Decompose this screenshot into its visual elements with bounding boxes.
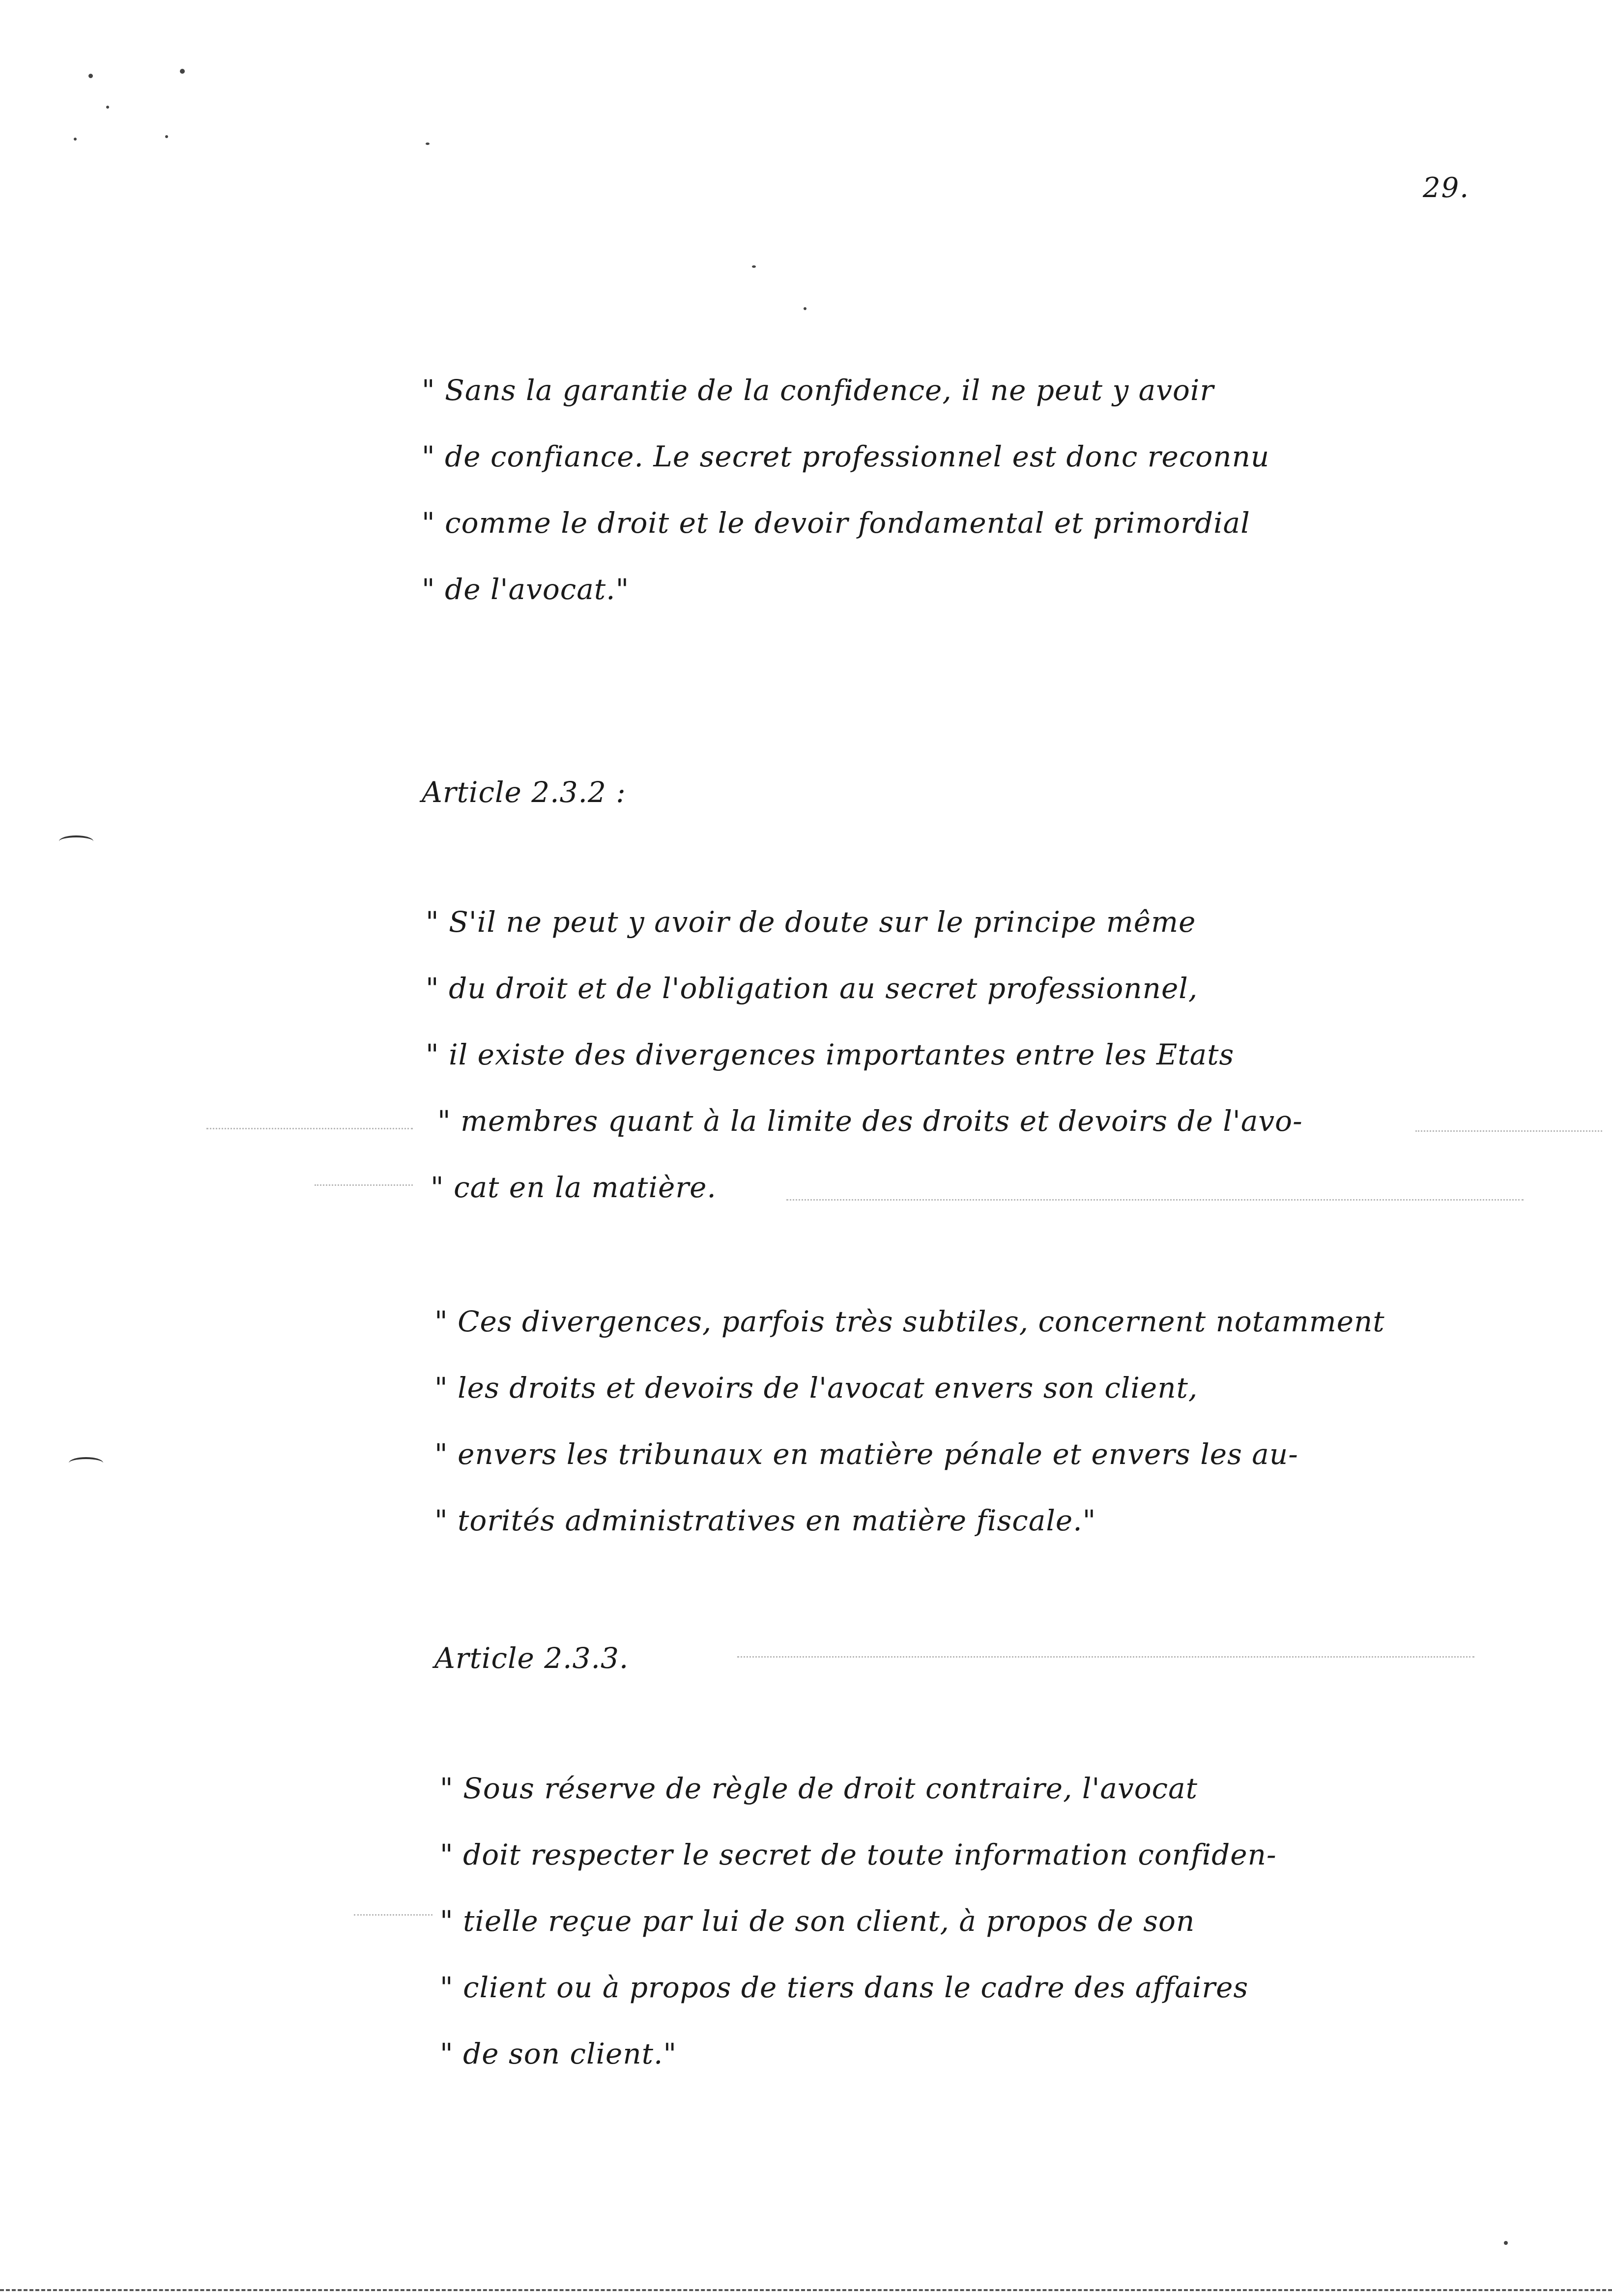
text-line: " Sans la garantie de la confidence, il ne peut y avoir [422, 373, 1214, 407]
margin-mark [69, 1457, 103, 1469]
scan-noise [354, 1914, 432, 1916]
text-line: " cat en la matière. [431, 1171, 717, 1204]
scan-noise [315, 1184, 413, 1186]
text-line: " Ces divergences, parfois très subtiles, concernent notamment [434, 1305, 1385, 1338]
text-line: " tielle reçue par lui de son client, à propos de son [440, 1904, 1195, 1938]
scan-speck [1504, 2241, 1508, 2245]
margin-mark [59, 835, 93, 847]
text-line: " envers les tribunaux en matière pénale et envers les au- [434, 1437, 1298, 1471]
text-line: " Sous réserve de règle de droit contraire, l'avocat [440, 1772, 1198, 1805]
text-line: " de l'avocat." [422, 573, 630, 606]
text-line: " de son client." [440, 2037, 677, 2070]
page-number: 29. [1423, 172, 1470, 204]
scan-speck [752, 265, 756, 268]
article-heading: Article 2.3.3. [434, 1641, 629, 1675]
scan-noise [737, 1656, 1474, 1658]
scan-speck [165, 135, 168, 138]
text-line: " torités administratives en matière fiscale." [434, 1504, 1096, 1537]
text-line: " client ou à propos de tiers dans le cadre des affaires [440, 1971, 1249, 2004]
scan-speck [180, 69, 185, 74]
text-line: " S'il ne peut y avoir de doute sur le principe même [426, 905, 1196, 939]
bottom-edge-rule [0, 2289, 1612, 2291]
text-line: " il existe des divergences importantes entre les Etats [426, 1038, 1235, 1071]
text-line: " membres quant à la limite des droits et devoirs de l'avo- [437, 1104, 1303, 1138]
text-line: " doit respecter le secret de toute information confiden- [440, 1838, 1277, 1871]
scan-speck [804, 307, 806, 310]
scan-speck [106, 106, 109, 109]
text-line: " du droit et de l'obligation au secret professionnel, [426, 972, 1198, 1005]
scan-noise [786, 1199, 1524, 1201]
scan-speck [74, 138, 77, 141]
text-line: " comme le droit et le devoir fondamental et primordial [422, 506, 1250, 540]
article-heading: Article 2.3.2 : [422, 775, 626, 809]
scan-speck [426, 143, 430, 145]
text-line: " les droits et devoirs de l'avocat envers son client, [434, 1371, 1198, 1405]
text-line: " de confiance. Le secret professionnel est donc reconnu [422, 440, 1270, 473]
scan-noise [206, 1128, 413, 1129]
scan-speck [88, 74, 93, 78]
scan-noise [1415, 1130, 1602, 1132]
